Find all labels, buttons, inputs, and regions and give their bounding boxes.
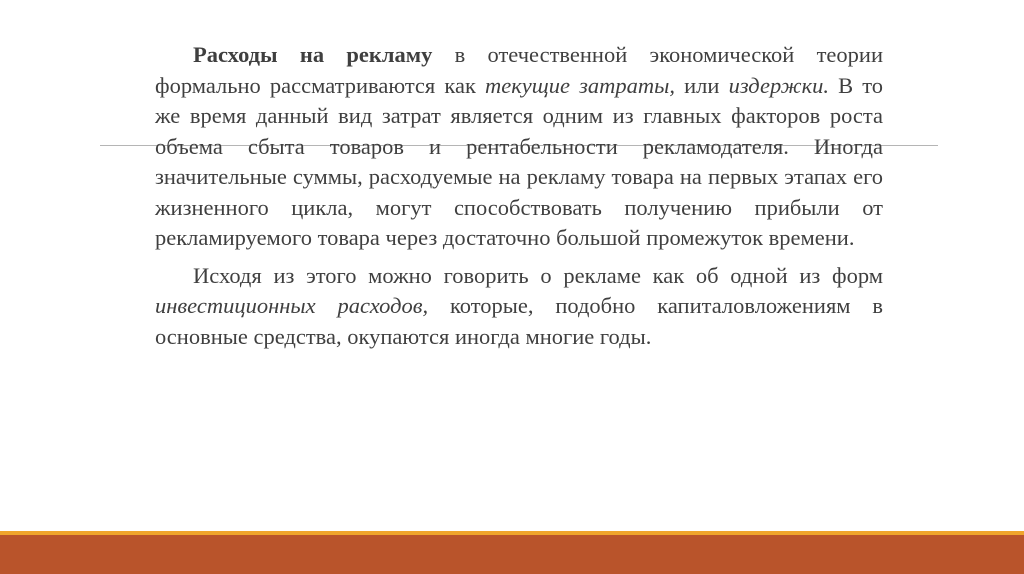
paragraph-text: Исходя из этого можно говорить о рекламе как об одной из форм xyxy=(193,262,883,288)
bold-term-advertising-costs: Расходы на рекламу xyxy=(193,42,433,67)
paragraph-text: или xyxy=(675,72,729,98)
paragraph-text: В то же время данный вид затрат является одним из главных факторов роста объема сбыта товаров и рентабельности рекламодателя. Иногда значительные суммы, расходуемые на рекламу товара на первых этапах его жизненного цикла, могут способствовать получению прибыли от рекламируемого товара через достаточно большой промежуток времени. xyxy=(155,72,884,250)
paragraph-text: в отечественной экономической теории формально рассматриваются как xyxy=(155,42,883,98)
paragraph-investment-view xyxy=(155,261,883,353)
italic-term-investment-expenses: инвестиционных расходов, xyxy=(155,293,429,318)
italic-term-expenses: издержки. xyxy=(728,72,829,98)
paragraph-text: которые, подобно капиталовложениям в основные средства, окупаются иногда многие годы. xyxy=(155,293,884,349)
slide-body xyxy=(155,40,883,352)
footer-color-band xyxy=(0,535,1024,574)
paragraph-advertising-costs xyxy=(155,40,883,254)
italic-term-current-costs: текущие затраты, xyxy=(485,72,676,98)
